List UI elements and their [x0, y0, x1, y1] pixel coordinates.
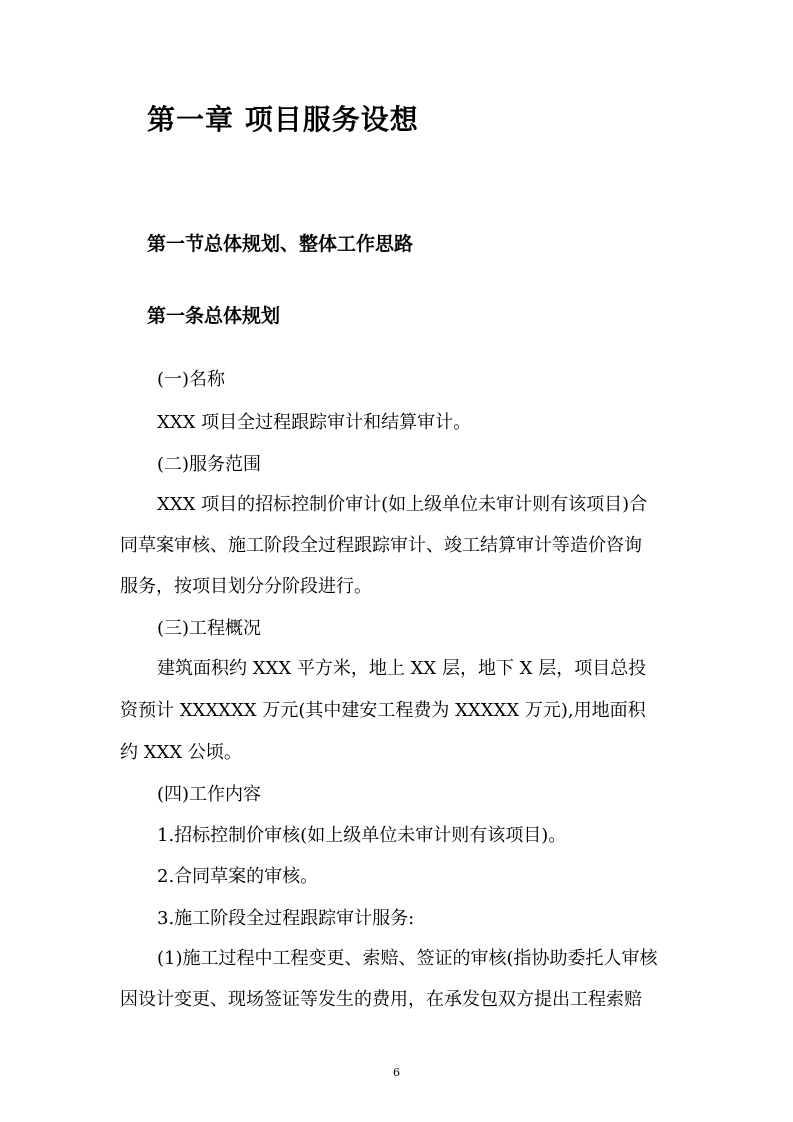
heading-work-content: (四)工作内容: [157, 784, 262, 805]
list-item: 1.招标控制价审核(如上级单位未审计则有该项目)。: [157, 825, 567, 846]
paragraph-line: 因设计变更、现场签证等发生的费用，在承发包双方提出工程索赔: [120, 989, 642, 1010]
paragraph-line: 建筑面积约 XXX 平方米，地上 XX 层，地下 X 层，项目总投: [157, 658, 647, 679]
heading-name: (一)名称: [157, 369, 226, 390]
chapter-title: 第一章 项目服务设想: [147, 103, 419, 136]
page-number: 6: [393, 1066, 400, 1079]
paragraph-line: XXX 项目全过程跟踪审计和结算审计。: [157, 412, 472, 433]
heading-scope: (二)服务范围: [157, 454, 262, 475]
article-title: 第一条总体规划: [147, 305, 281, 327]
paragraph-line: XXX 项目的招标控制价审计(如上级单位未审计则有该项目)合: [157, 494, 648, 515]
list-item: 3.施工阶段全过程跟踪审计服务:: [157, 908, 415, 929]
list-item: 2.合同草案的审核。: [157, 866, 319, 887]
paragraph-line: (1)施工过程中工程变更、索赔、签证的审核(指协助委托人审核: [157, 948, 658, 969]
paragraph-line: 资预计 XXXXXX 万元(其中建安工程费为 XXXXX 万元),用地面积: [120, 700, 646, 721]
paragraph-line: 同草案审核、施工阶段全过程跟踪审计、竣工结算审计等造价咨询: [120, 535, 642, 556]
paragraph-line: 约 XXX 公顷。: [120, 742, 242, 763]
paragraph-line: 服务，按项目划分分阶段进行。: [120, 576, 372, 597]
section-title: 第一节总体规划、整体工作思路: [147, 233, 414, 255]
heading-overview: (三)工程概况: [157, 618, 262, 639]
